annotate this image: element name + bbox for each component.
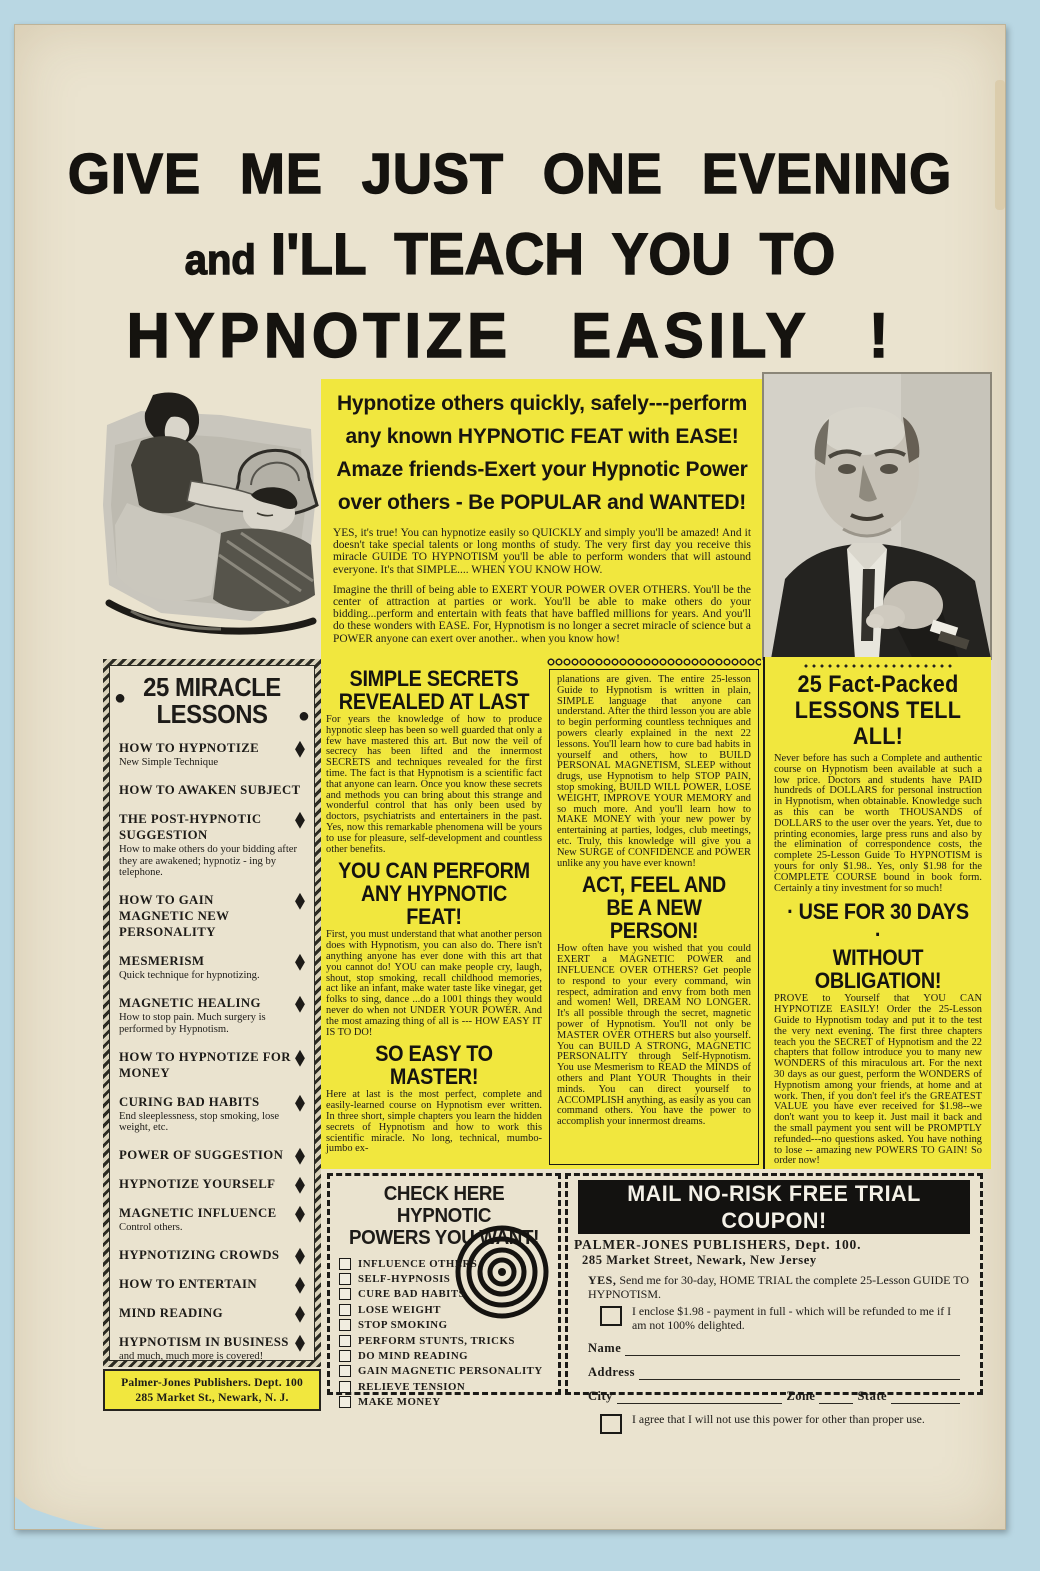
lesson-item [119, 1087, 305, 1135]
column-simple-secrets [326, 667, 542, 1155]
lesson-title: MAGNETIC HEALING [119, 995, 261, 1010]
diamond-bullet-icon: ◆ [295, 1270, 305, 1296]
city-label: City [588, 1389, 613, 1403]
lesson-title: MAGNETIC INFLUENCE [119, 1206, 277, 1221]
coupon-name-row [588, 1341, 964, 1356]
diamond-bullet-icon: ◆ [295, 1299, 305, 1325]
intro-paragraph-1: YES, it's true! You can hypnotize easily so QUICKLY and simply you'll be amazed! And it doesn't take special talents or long months of study. The very first day you receive this miracle GUIDE TO HYPNOTISM you'll be able to perform wonders that will astound everyone. It's that SIMPLE.... WHEN YOU KNOW HOW. [333, 527, 751, 576]
coupon-yes-line [588, 1273, 970, 1301]
col3-heading-a: ACT, FEEL AND [582, 872, 726, 898]
address-label: Address [588, 1365, 636, 1379]
coupon-agree-text: I agree that I will not use this power for other than proper use. [632, 1412, 925, 1426]
state-blank-line [891, 1391, 960, 1404]
col3-paragraph-1: planations are given. The entire 25-lesson Guide to Hypnotism is written in plain, SIMPLE language that anyone can understand. After the third lesson you are able to begin performing countless techniques and powers clearly explained in the next 22 lessons. You'll learn how to cure bad habits in yourself and others, how to BUILD PERSONAL MAGNETISM, SLEEP without drugs, use Hypnotism to help STOP PAIN, stop smoking, BUILD WILL POWER, LOSE WEIGHT, IMPROVE YOUR MEMORY and so much more. And you'll learn how to MAKE MONEY with your new power by entertaining at parties, lodges, club meetings, etc. Truly, this knowledge will give you a New SURGE of CONFIDENCE and POWER unlike any you have ever known! [557, 674, 751, 869]
col3-heading-b: BE A NEW PERSON! [606, 895, 702, 944]
hypnotist-photo [763, 373, 991, 659]
diamond-bullet-icon: ◆ [295, 989, 305, 1015]
intro-paragraph-2: Imagine the thrill of being able to EXERT YOUR POWER OVER OTHERS. You'll be the center of attraction at parties or work. You'll be able to make others do your bidding...perform and entertain with feats that have baffled millions for years. And you'll do these wonders with EASE. For, Hypnotism is no longer a secret miracle of science but a POWER anyone can exert over another.. when you know how! [333, 583, 751, 645]
checklist-label: RELIEVE TENSION [358, 1380, 466, 1393]
headline-line-1: GIVE ME JUST ONE EVENING [67, 142, 953, 206]
headline-line-3: HYPNOTIZE EASILY ! [126, 301, 894, 371]
diamond-bullet-icon: ◆ [295, 1170, 305, 1197]
col2-paragraph-3: Here at last is the most perfect, complete and easily-learned course on Hypnotism ever written. In three short, simple chapters you learn the hidden secrets of Hypnotism and how to work this scientific miracle. No long, technical, mumbo-jumbo ex- [326, 1089, 542, 1155]
lesson-item [119, 1141, 305, 1168]
dot-icon: ● [297, 705, 310, 727]
diamond-bullet-icon: ◆ [295, 947, 305, 974]
col2-heading-1 [337, 667, 531, 713]
coupon-enclose-row [600, 1305, 974, 1332]
intro-headline-3: Amaze friends-Exert your Hypnotic Power [336, 458, 748, 481]
col2-heading-2 [337, 859, 531, 928]
lesson-item [119, 1270, 305, 1296]
col2-heading-2b: ANY HYPNOTIC FEAT! [360, 881, 508, 930]
checklist-label: PERFORM STUNTS, TRICKS [358, 1334, 515, 1347]
col3-heading [567, 873, 742, 942]
col2-paragraph-2: First, you must understand that what another person does with Hypnotism, you can also do. There isn't anything anyone has ever done with this art that you cannot do! YOU can make people cry, laugh, shout, stop smoking, recall childhood memories, act like an infant, make water taste like vinegar, get folks to sing, dance ...do a 1001 things they would never do when not UNDER YOUR POWER. And the most amazing thing of all is --- HOW EASY IT IS TO DO! [326, 929, 542, 1038]
lesson-title: HOW TO HYPNOTIZE FOR MONEY [119, 1049, 291, 1080]
headline-line-2-text: I'LL TEACH YOU TO [270, 222, 836, 287]
lesson-title: HYPNOTIZING CROWDS [119, 1247, 280, 1262]
diamond-bullet-icon: ◆ [295, 1087, 305, 1114]
checklist-label: MAKE MONEY [358, 1396, 441, 1409]
checklist-title-line-2: POWERS YOU WANT! [348, 1227, 539, 1249]
col4-heading-2a: · USE FOR 30 DAYS · [787, 899, 969, 948]
col2-heading-1b: REVEALED AT LAST [338, 689, 530, 714]
main-headline [15, 141, 1005, 372]
miracle-lessons-panel [103, 659, 321, 1367]
coupon-address: 285 Market Street, Newark, New Jersey [582, 1253, 817, 1267]
checklist-title-line-1: CHECK HERE HYPNOTIC [383, 1183, 505, 1227]
col4-paragraph-2: PROVE to Yourself that YOU CAN HYPNOTIZE EASILY! Order the 25-Lesson Guide to Hypnotism today and put it to the test the very next evening. The first three chapters teach you the SECRET of Hypnotism and the 22 chapters that follow introduce you to many new WONDERS of this miraculous art. For the next 30 days as our guest, perform the WONDERS of Hypnotism among your friends, at home and at work. Then, if you don't feel it's the GREATEST VALUE you have ever received for $1.98--we don't want you to keep it. Just mail it back and the small payment you sent will be PROMPTLY refunded---no questions asked. You have nothing to lose -- amazing new POWERS TO GAIN! So order now! [774, 993, 982, 1167]
checklist-row [339, 1333, 549, 1348]
mail-coupon [565, 1173, 983, 1426]
col4-paragraph-1: Never before has such a Complete and authentic course on Hypnotism been available at such a low price. Doctors and students have PAID hundreds of DOLLARS for personal instruction in Hypnotism, when obtainable. Knowledge such as this can be worth THOUSANDS of DOLLARS to the user over the years. Yet, due to printing economies, large press runs and also by the elimination of correspondence costs, the complete 25-Lesson Guide To HYPNOTISM is yours for only $1.98.. Yes, only $1.98 for the COMPLETE COURSE bound in book form. Certainly a tiny investment for so much! [774, 753, 982, 894]
checklist-label: LOSE WEIGHT [358, 1303, 442, 1316]
lesson-item [119, 1170, 305, 1197]
lesson-desc: New Simple Technique [119, 757, 219, 768]
headline-and: and [184, 236, 256, 283]
dot-icon: ● [114, 687, 127, 709]
checkbox [339, 1319, 351, 1331]
lesson-title: HOW TO ENTERTAIN [119, 1276, 257, 1291]
zone-label: Zone [786, 1389, 816, 1403]
lesson-desc: Control others. [119, 1222, 183, 1234]
zone-blank-line [819, 1391, 853, 1404]
coupon-city-row [588, 1389, 964, 1404]
publisher-line-2: 285 Market St., Newark, N. J. [135, 1391, 289, 1404]
lesson-title: HOW TO AWAKEN SUBJECT [119, 782, 301, 797]
col2-heading-2a: YOU CAN PERFORM [338, 858, 530, 884]
page-edge-wear [995, 80, 1005, 210]
lesson-title: CURING BAD HABITS [119, 1094, 260, 1109]
diamond-bullet-icon: ◆ [295, 1328, 305, 1354]
lesson-item [119, 1328, 305, 1363]
lesson-desc: How to stop pain. Much surgery is performed by Hypnotism. [119, 1011, 266, 1035]
lesson-title: HOW TO HYPNOTIZE [119, 741, 260, 755]
diamond-bullet-icon: ◆ [295, 805, 305, 831]
lesson-item [119, 1299, 305, 1325]
column-act-feel [549, 669, 759, 1165]
lesson-item [119, 805, 305, 879]
powers-checklist [327, 1173, 561, 1409]
coupon-yes-word: YES, [588, 1273, 617, 1287]
checklist-label: DO MIND READING [358, 1350, 469, 1363]
lesson-item [119, 1241, 305, 1267]
lesson-item [119, 947, 305, 982]
lesson-item [119, 886, 305, 940]
lesson-title: THE POST-HYPNOTIC SUGGESTION [119, 811, 262, 842]
checkbox [600, 1306, 622, 1326]
intro-headline-4: over others - Be POPULAR and WANTED! [337, 491, 747, 514]
coupon-enclose-text: I enclose $1.98 - payment in full - which will be refunded to me if I am not 100% delighted. [632, 1304, 952, 1332]
lesson-desc: and much, much more is covered! [119, 1350, 264, 1362]
city-blank-line [617, 1391, 782, 1404]
lesson-title: POWER OF SUGGESTION [119, 1148, 284, 1163]
magazine-back-cover [14, 24, 1006, 1530]
lesson-desc: Quick technique for hypnotizing. [119, 970, 260, 982]
col3-paragraph-2: How often have you wished that you could EXERT a MAGNETIC POWER and INFLUENCE OVER OTHERS? Get people to respond to your every command, win respect, admiration and envy from both men and women! Well, DREAM NO LONGER. It's all possible through the secret, magnetic power of Hypnotism. You'll not only be MASTER OVER OTHERS but also yourself. You can BUILD A STRONG, MAGNETIC PERSONALITY through Self-Hypnotism. You use Mesmerism to READ the MINDS of others and Plant YOUR Thoughts in their minds. You can direct yourself to ACCOMPLISH anything, as easily as you can command others. You have the power to accomplish your innermost dreams. [557, 943, 751, 1128]
lesson-title: MIND READING [119, 1305, 223, 1320]
lesson-title: HYPNOTIZE YOURSELF [119, 1177, 276, 1192]
checkbox [339, 1288, 351, 1300]
checkbox [600, 1414, 622, 1434]
lesson-desc: How to make others do your bidding after they are awakened; hypnotiz - ing by telephone. [119, 843, 297, 879]
lesson-item [119, 782, 305, 798]
col4-heading-2b: WITHOUT OBLIGATION! [814, 945, 942, 994]
intro-headline-2: any known HYPNOTIC FEAT with EASE! [345, 425, 739, 448]
checklist-row [339, 1256, 549, 1271]
lesson-item [119, 1042, 305, 1081]
checklist-row [339, 1318, 549, 1333]
diamond-bullet-icon: ◆ [295, 734, 305, 760]
intro-box [321, 379, 763, 663]
checklist-row [339, 1395, 549, 1410]
checkbox [339, 1304, 351, 1316]
diamond-bullet-icon: ◆ [295, 1141, 305, 1168]
address-blank-line [639, 1367, 960, 1380]
state-label: State [857, 1389, 888, 1403]
checkbox [339, 1396, 351, 1408]
lessons-title [126, 674, 297, 728]
col4-heading-1a: 25 Fact-Packed [797, 671, 959, 698]
checklist-row [339, 1302, 549, 1317]
checklist-label: INFLUENCE OTHERS [358, 1257, 478, 1270]
lesson-title: HYPNOTISM IN BUSINESS [119, 1334, 289, 1349]
checklist-row [339, 1348, 549, 1363]
checkbox [339, 1273, 351, 1285]
coupon-yes-text: Send me for 30-day, HOME TRIAL the complete 25-Lesson GUIDE TO HYPNOTISM. [588, 1273, 970, 1301]
diamond-bullet-icon: ◆ [295, 1241, 305, 1267]
hypnosis-illustration [101, 385, 319, 647]
checklist-items [339, 1256, 549, 1410]
name-blank-line [625, 1343, 960, 1356]
lesson-item [119, 1199, 305, 1234]
checklist-label: CURE BAD HABITS [358, 1288, 466, 1301]
publisher-box [103, 1369, 321, 1411]
checklist-row [339, 1364, 549, 1379]
checkbox [339, 1335, 351, 1347]
checkbox [339, 1381, 351, 1393]
headline-line-2 [40, 221, 981, 288]
coupon-title: MAIL NO-RISK FREE TRIAL COUPON! [578, 1180, 970, 1234]
checkbox [339, 1258, 351, 1270]
intro-headline-1: Hypnotize others quickly, safely---perform [336, 392, 748, 415]
lessons-title-line-1: 25 MIRACLE [143, 672, 281, 702]
checklist-label: GAIN MAGNETIC PERSONALITY [358, 1365, 543, 1378]
col4-heading-1b: LESSONS TELL ALL! [794, 697, 962, 750]
lesson-desc: End sleeplessness, stop smoking, lose weight, etc. [119, 1110, 280, 1134]
name-label: Name [588, 1341, 622, 1355]
checklist-row [339, 1271, 549, 1286]
lesson-item [119, 734, 305, 769]
coupon-address-row [588, 1365, 964, 1380]
lesson-item [119, 989, 305, 1036]
torn-corner [15, 1483, 105, 1529]
body-columns [321, 663, 763, 1169]
diamond-bullet-icon: ◆ [295, 886, 305, 913]
col2-heading-1a: SIMPLE SECRETS [349, 666, 519, 691]
checkbox [339, 1365, 351, 1377]
lessons-title-line-2: LESSONS [156, 699, 268, 729]
col2-heading-3: SO EASY TO MASTER! [375, 1041, 493, 1090]
coupon-agree-row [600, 1413, 974, 1434]
diamond-bullet-icon: ◆ [295, 1199, 305, 1226]
dotted-border [803, 663, 953, 670]
checkbox [339, 1350, 351, 1362]
lesson-title: HOW TO GAIN MAGNETIC NEW PERSONALITY [119, 893, 230, 940]
publisher-line-1: Palmer-Jones Publishers. Dept. 100 [121, 1376, 303, 1389]
checklist-label: STOP SMOKING [358, 1319, 448, 1332]
checklist-row [339, 1379, 549, 1394]
coupon-publisher: PALMER-JONES PUBLISHERS, Dept. 100. [574, 1237, 862, 1252]
checklist-label: SELF-HYPNOSIS [358, 1273, 451, 1286]
lesson-title: MESMERISM [119, 954, 205, 969]
diamond-bullet-icon: ◆ [295, 1042, 305, 1069]
scallop-border [547, 657, 761, 667]
col2-paragraph-1: For years the knowledge of how to produce hypnotic sleep has been so well guarded that only a few have mastered this art. But now the veil of secrecy has been lifted and the innermost SECRETS and techniques revealed for the first time. The fact is that Hypnotism is a scientific fact that anyone can learn. Once you know these secrets and methods you can bring about this strange and wonderful control that has only been used by doctors, psychiatrists and entertainers in the past. Yes, now this remarkable phenomena will be yours to use for pleasure, self-development and countless other benefits. [326, 714, 542, 855]
column-lessons-tell-all [763, 657, 991, 1169]
checklist-row [339, 1287, 549, 1302]
